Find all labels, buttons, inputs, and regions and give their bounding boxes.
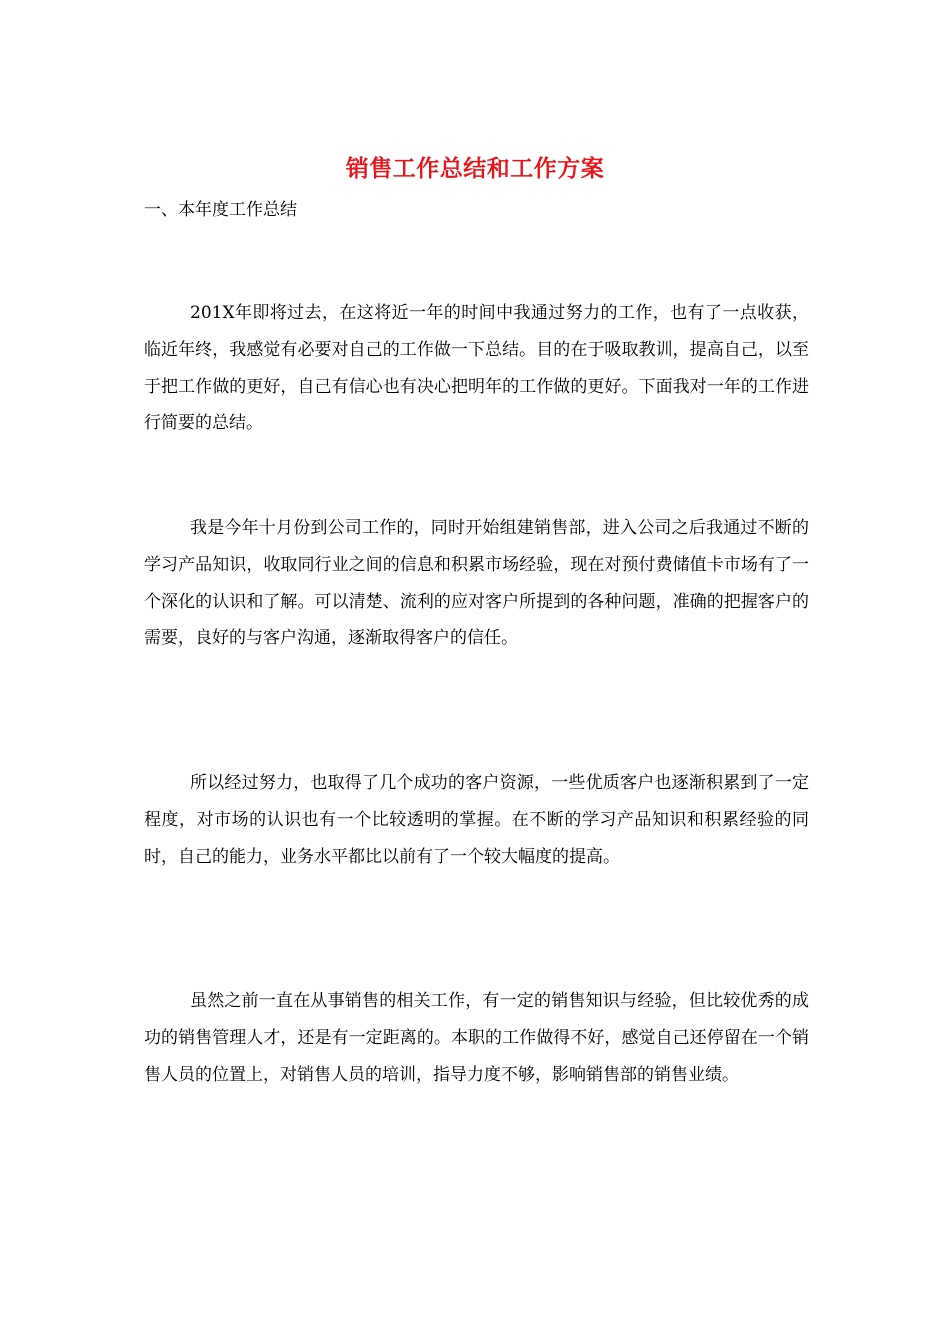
paragraph-3: 所以经过努力，也取得了几个成功的客户资源，一些优质客户也逐渐积累到了一定程度，对市场的认识也有一个比较透明的掌握。在不断的学习产品知识和积累经验的同时，自己的能力，业务水平都比以前有了一个较大幅度的提高。 (144, 773, 809, 867)
document-title: 销售工作总结和工作方案 (345, 156, 605, 182)
paragraph-1: 201X年即将过去，在这将近一年的时间中我通过努力的工作，也有了一点收获，临近年终，我感觉有必要对自己的工作做一下总结。目的在于吸取教训，提高自己，以至于把工作做的更好，自己有信心也有决心把明年的工作做的更好。下面我对一年的工作进行简要的总结。 (144, 303, 809, 434)
section-heading: 一、本年度工作总结 (144, 200, 297, 220)
paragraph-4: 虽然之前一直在从事销售的相关工作，有一定的销售知识与经验，但比较优秀的成功的销售管理人才，还是有一定距离的。本职的工作做得不好，感觉自己还停留在一个销售人员的位置上，对销售人员的培训，指导力度不够，影响销售部的销售业绩。 (144, 991, 809, 1085)
paragraph-2: 我是今年十月份到公司工作的，同时开始组建销售部，进入公司之后我通过不断的学习产品知识，收取同行业之间的信息和积累市场经验，现在对预付费储值卡市场有了一个深化的认识和了解。可以清楚、流利的应对客户所提到的各种问题，准确的把握客户的需要，良好的与客户沟通，逐渐取得客户的信任。 (144, 518, 809, 649)
